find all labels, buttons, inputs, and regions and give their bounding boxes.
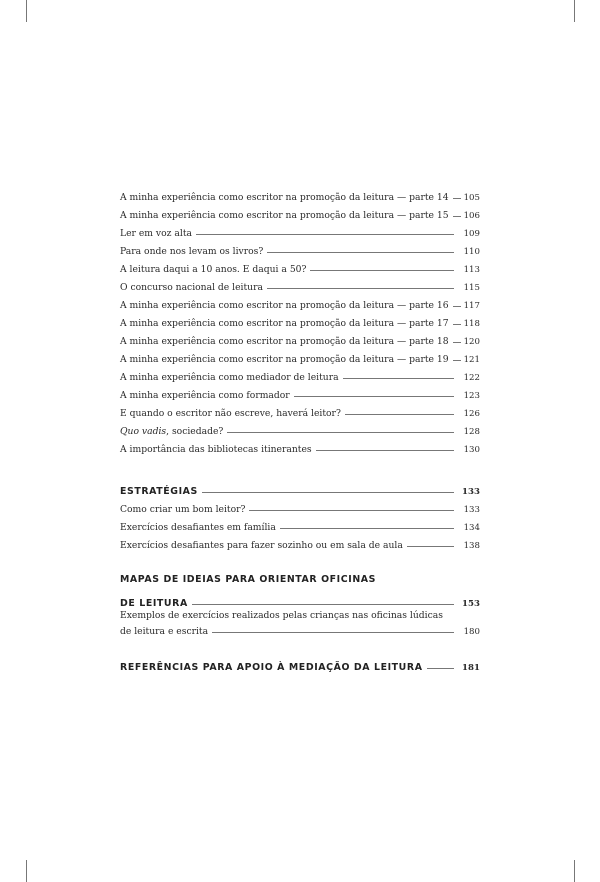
toc-entry-title: Ler em voz alta	[120, 228, 192, 239]
table-of-contents	[120, 186, 480, 674]
toc-entry-title: Como criar um bom leitor?	[120, 504, 246, 515]
leader-line	[249, 510, 454, 511]
toc-entry	[120, 420, 480, 438]
leader-line	[196, 234, 454, 235]
toc-entry	[120, 222, 480, 240]
toc-entry	[120, 624, 480, 638]
toc-entry-page: 122	[463, 373, 480, 383]
leader-line	[453, 306, 461, 307]
leader-line	[345, 414, 454, 415]
leader-line	[227, 432, 454, 433]
toc-entry-page: 134	[463, 523, 480, 533]
leader-line	[453, 360, 461, 361]
toc-entry	[120, 384, 480, 402]
section-page: 181	[462, 663, 480, 673]
leader-line	[202, 492, 454, 493]
crop-mark	[26, 860, 27, 882]
toc-entry-title: Para onde nos levam os livros?	[120, 246, 264, 257]
toc-entry-title-line-1: Exemplos de exercícios realizados pelas crianças nas oficinas lúdicas	[120, 610, 443, 621]
leader-line	[453, 216, 461, 217]
leader-line	[267, 252, 454, 253]
leader-line	[310, 270, 454, 271]
toc-entry-title: A minha experiência como escritor na promoção da leitura — parte 17	[120, 318, 449, 329]
crop-mark	[26, 0, 27, 22]
leader-line	[192, 604, 454, 605]
toc-entry	[120, 516, 480, 534]
toc-entry-title: Exercícios desafiantes em família	[120, 522, 276, 533]
toc-entry-title: A minha experiência como escritor na promoção da leitura — parte 18	[120, 336, 449, 347]
leader-line	[427, 668, 454, 669]
toc-entry	[120, 240, 480, 258]
toc-entry-page: 138	[463, 541, 480, 551]
section-page: 153	[462, 599, 480, 609]
toc-entry-title: Exercícios desafiantes para fazer sozinho ou em sala de aula	[120, 540, 403, 551]
section-page: 133	[462, 487, 480, 497]
section-title-line-2: DE LEITURA	[120, 598, 188, 609]
leader-line	[453, 342, 461, 343]
leader-line	[343, 378, 454, 379]
toc-entry-page: 117	[463, 301, 480, 311]
toc-entry	[120, 438, 480, 456]
toc-section-mapas	[120, 574, 480, 638]
toc-entry-page: 109	[463, 229, 480, 239]
leader-line	[212, 632, 454, 633]
section-title: REFERÊNCIAS PARA APOIO À MEDIAÇÃO DA LEITURA	[120, 662, 423, 673]
toc-entry	[120, 534, 480, 552]
toc-entry-page: 121	[463, 355, 480, 365]
toc-entry-title: E quando o escritor não escreve, haverá leitor?	[120, 408, 341, 419]
toc-entry	[120, 348, 480, 366]
section-heading	[120, 478, 480, 498]
section-heading	[120, 590, 480, 610]
toc-entry-page: 118	[463, 319, 480, 329]
toc-entry-title: A minha experiência como escritor na promoção da leitura — parte 19	[120, 354, 449, 365]
toc-entry-page: 113	[463, 265, 480, 275]
toc-entry-title	[120, 426, 227, 438]
toc-entry-title-line-2: de leitura e escrita	[120, 626, 209, 637]
leader-line	[316, 450, 454, 451]
toc-entry	[120, 258, 480, 276]
toc-entry-title: A minha experiência como formador	[120, 390, 290, 401]
leader-line	[294, 396, 454, 397]
toc-entry-page: 128	[463, 427, 480, 437]
toc-entry-title: A minha experiência como mediador de leitura	[120, 372, 339, 383]
toc-entry	[120, 186, 480, 204]
toc-entry	[120, 366, 480, 384]
toc-entry-page: 106	[463, 211, 480, 221]
toc-entry	[120, 330, 480, 348]
leader-line	[267, 288, 454, 289]
section-title-line-1: MAPAS DE IDEIAS PARA ORIENTAR OFICINAS	[120, 574, 376, 585]
crop-mark	[574, 860, 575, 882]
toc-entry-title: A leitura daqui a 10 anos. E daqui a 50?	[120, 264, 307, 275]
leader-line	[407, 546, 454, 547]
toc-entry	[120, 276, 480, 294]
toc-entry-page: 130	[463, 445, 480, 455]
leader-line	[280, 528, 454, 529]
toc-entry-title: A minha experiência como escritor na promoção da leitura — parte 16	[120, 300, 449, 311]
leader-line	[453, 324, 461, 325]
toc-entry-page: 115	[463, 283, 480, 293]
toc-group-chapters	[120, 186, 480, 456]
section-title: ESTRATÉGIAS	[120, 486, 198, 497]
toc-section-estrategias	[120, 478, 480, 552]
toc-entry-page: 126	[463, 409, 480, 419]
toc-entry	[120, 402, 480, 420]
toc-entry-title-rest: , sociedade?	[166, 426, 224, 437]
toc-entry-title: O concurso nacional de leitura	[120, 282, 263, 293]
toc-entry-page: 110	[463, 247, 480, 257]
toc-entry-title: A importância das bibliotecas itinerantes	[120, 444, 312, 455]
toc-entry-title-italic: Quo vadis	[120, 426, 167, 437]
toc-entry	[120, 498, 480, 516]
toc-section-referencias	[120, 654, 480, 674]
toc-entry-page: 120	[463, 337, 480, 347]
section-heading	[120, 654, 480, 674]
toc-entry-page: 123	[463, 391, 480, 401]
toc-entry-title: A minha experiência como escritor na promoção da leitura — parte 15	[120, 210, 449, 221]
toc-entry	[120, 294, 480, 312]
toc-entry-page: 133	[463, 505, 480, 515]
toc-entry-title: A minha experiência como escritor na promoção da leitura — parte 14	[120, 192, 449, 203]
toc-entry-page: 180	[463, 627, 480, 637]
toc-entry-page: 105	[463, 193, 480, 203]
leader-line	[453, 198, 461, 199]
toc-entry	[120, 312, 480, 330]
crop-mark	[574, 0, 575, 22]
toc-entry	[120, 204, 480, 222]
toc-entry-multiline	[120, 610, 480, 638]
